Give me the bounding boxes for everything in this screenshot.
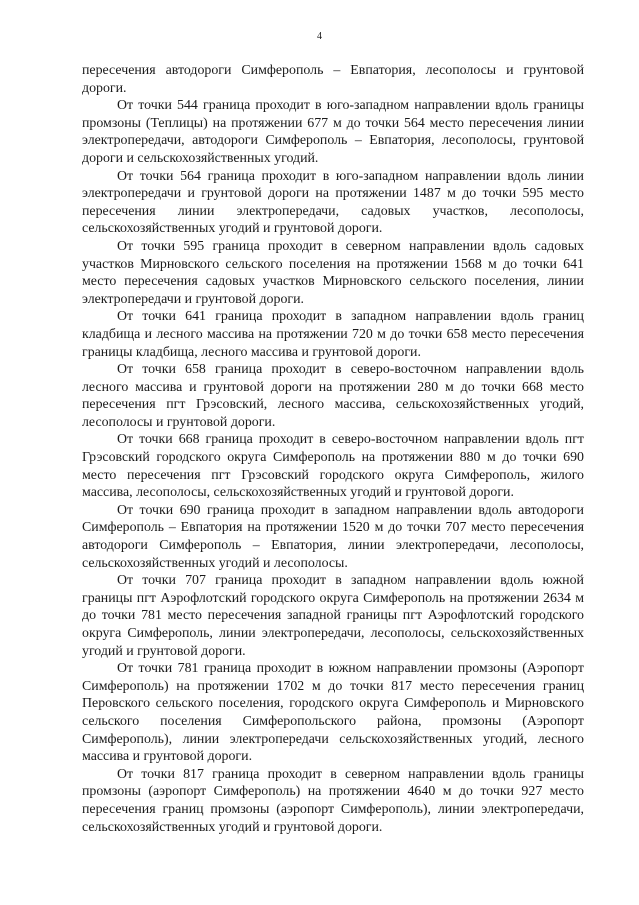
paragraph: От точки 781 граница проходит в южном направлении промзоны (Аэропорт Симферополь) на протяжении 1702 м до точки 817 место пересечения границ Перовского сельского поселения, городского округа Симферополь и Мирновского сельского поселения Симферопольского района, промзоны (Аэропорт Симферополь), линии электропередачи сельскохозяйственных угодий, лесного массива и грунтовой дороги. [82, 661, 584, 765]
paragraph: От точки 544 граница проходит в юго-западном направлении вдоль границы промзоны (Теплицы) на протяжении 677 м до точки 564 место пересечения линии электропередачи, автодороги Симферополь – Евпатория, лесополосы, грунтовой дороги и сельскохозяйственных угодий. [82, 98, 584, 166]
document-body [82, 62, 584, 836]
paragraph: От точки 658 граница проходит в северо-восточном направлении вдоль лесного массива и грунтовой дороги на протяжении 280 м до точки 668 место пересечения пгт Грэсовский, лесного массива, сельскохозяйственных угодий, лесополосы и грунтовой дороги. [82, 362, 584, 430]
paragraph-continuation: пересечения автодороги Симферополь – Евпатория, лесополосы и грунтовой дороги. [82, 63, 584, 96]
paragraph: От точки 707 граница проходит в западном направлении вдоль южной границы пгт Аэрофлотский городского округа Симферополь на протяжении 2634 м до точки 781 место пересечения западной границы пгт Аэрофлотский городского округа Симферополь, линии электропередачи, лесополосы, сельскохозяйственных угодий и грунтовой дороги. [82, 573, 584, 659]
paragraph: От точки 668 граница проходит в северо-восточном направлении вдоль пгт Грэсовский городского округа Симферополь на протяжении 880 м до точки 690 место пересечения пгт Грэсовский городского округа Симферополь, жилого массива, лесополосы, сельскохозяйственных угодий и грунтовой дороги. [82, 432, 584, 501]
paragraph: От точки 817 граница проходит в северном направлении вдоль границы промзоны (аэропорт Симферополь) на протяжении 4640 м до точки 927 место пересечения границ промзоны (аэропорт Симферополь), линии электропередачи, сельскохозяйственных угодий и грунтовой дороги. [82, 766, 584, 835]
paragraph: От точки 641 граница проходит в западном направлении вдоль границ кладбища и лесного массива на протяжении 720 м до точки 658 место пересечения границы кладбища, лесного массива и грунтовой дороги. [82, 309, 584, 360]
paragraph: От точки 595 граница проходит в северном направлении вдоль садовых участков Мирновского сельского поселения на протяжении 1568 м до точки 641 место пересечения садовых участков Мирновского сельского поселения, линии электропередачи и грунтовой дороги. [82, 238, 584, 307]
paragraph: От точки 564 граница проходит в юго-западном направлении вдоль линии электропередачи и грунтовой дороги на протяжении 1487 м до точки 595 место пересечения линии электропередачи, садовых участков, лесополосы, сельскохозяйственных угодий и грунтовой дороги. [82, 168, 584, 237]
paragraph: От точки 690 граница проходит в западном направлении вдоль автодороги Симферополь – Евпатория на протяжении 1520 м до точки 707 место пересечения автодороги Симферополь – Евпатория, линии электропередачи, лесополосы, сельскохозяйственных угодий и лесополосы. [82, 502, 584, 571]
page-number: 4 [317, 31, 322, 42]
